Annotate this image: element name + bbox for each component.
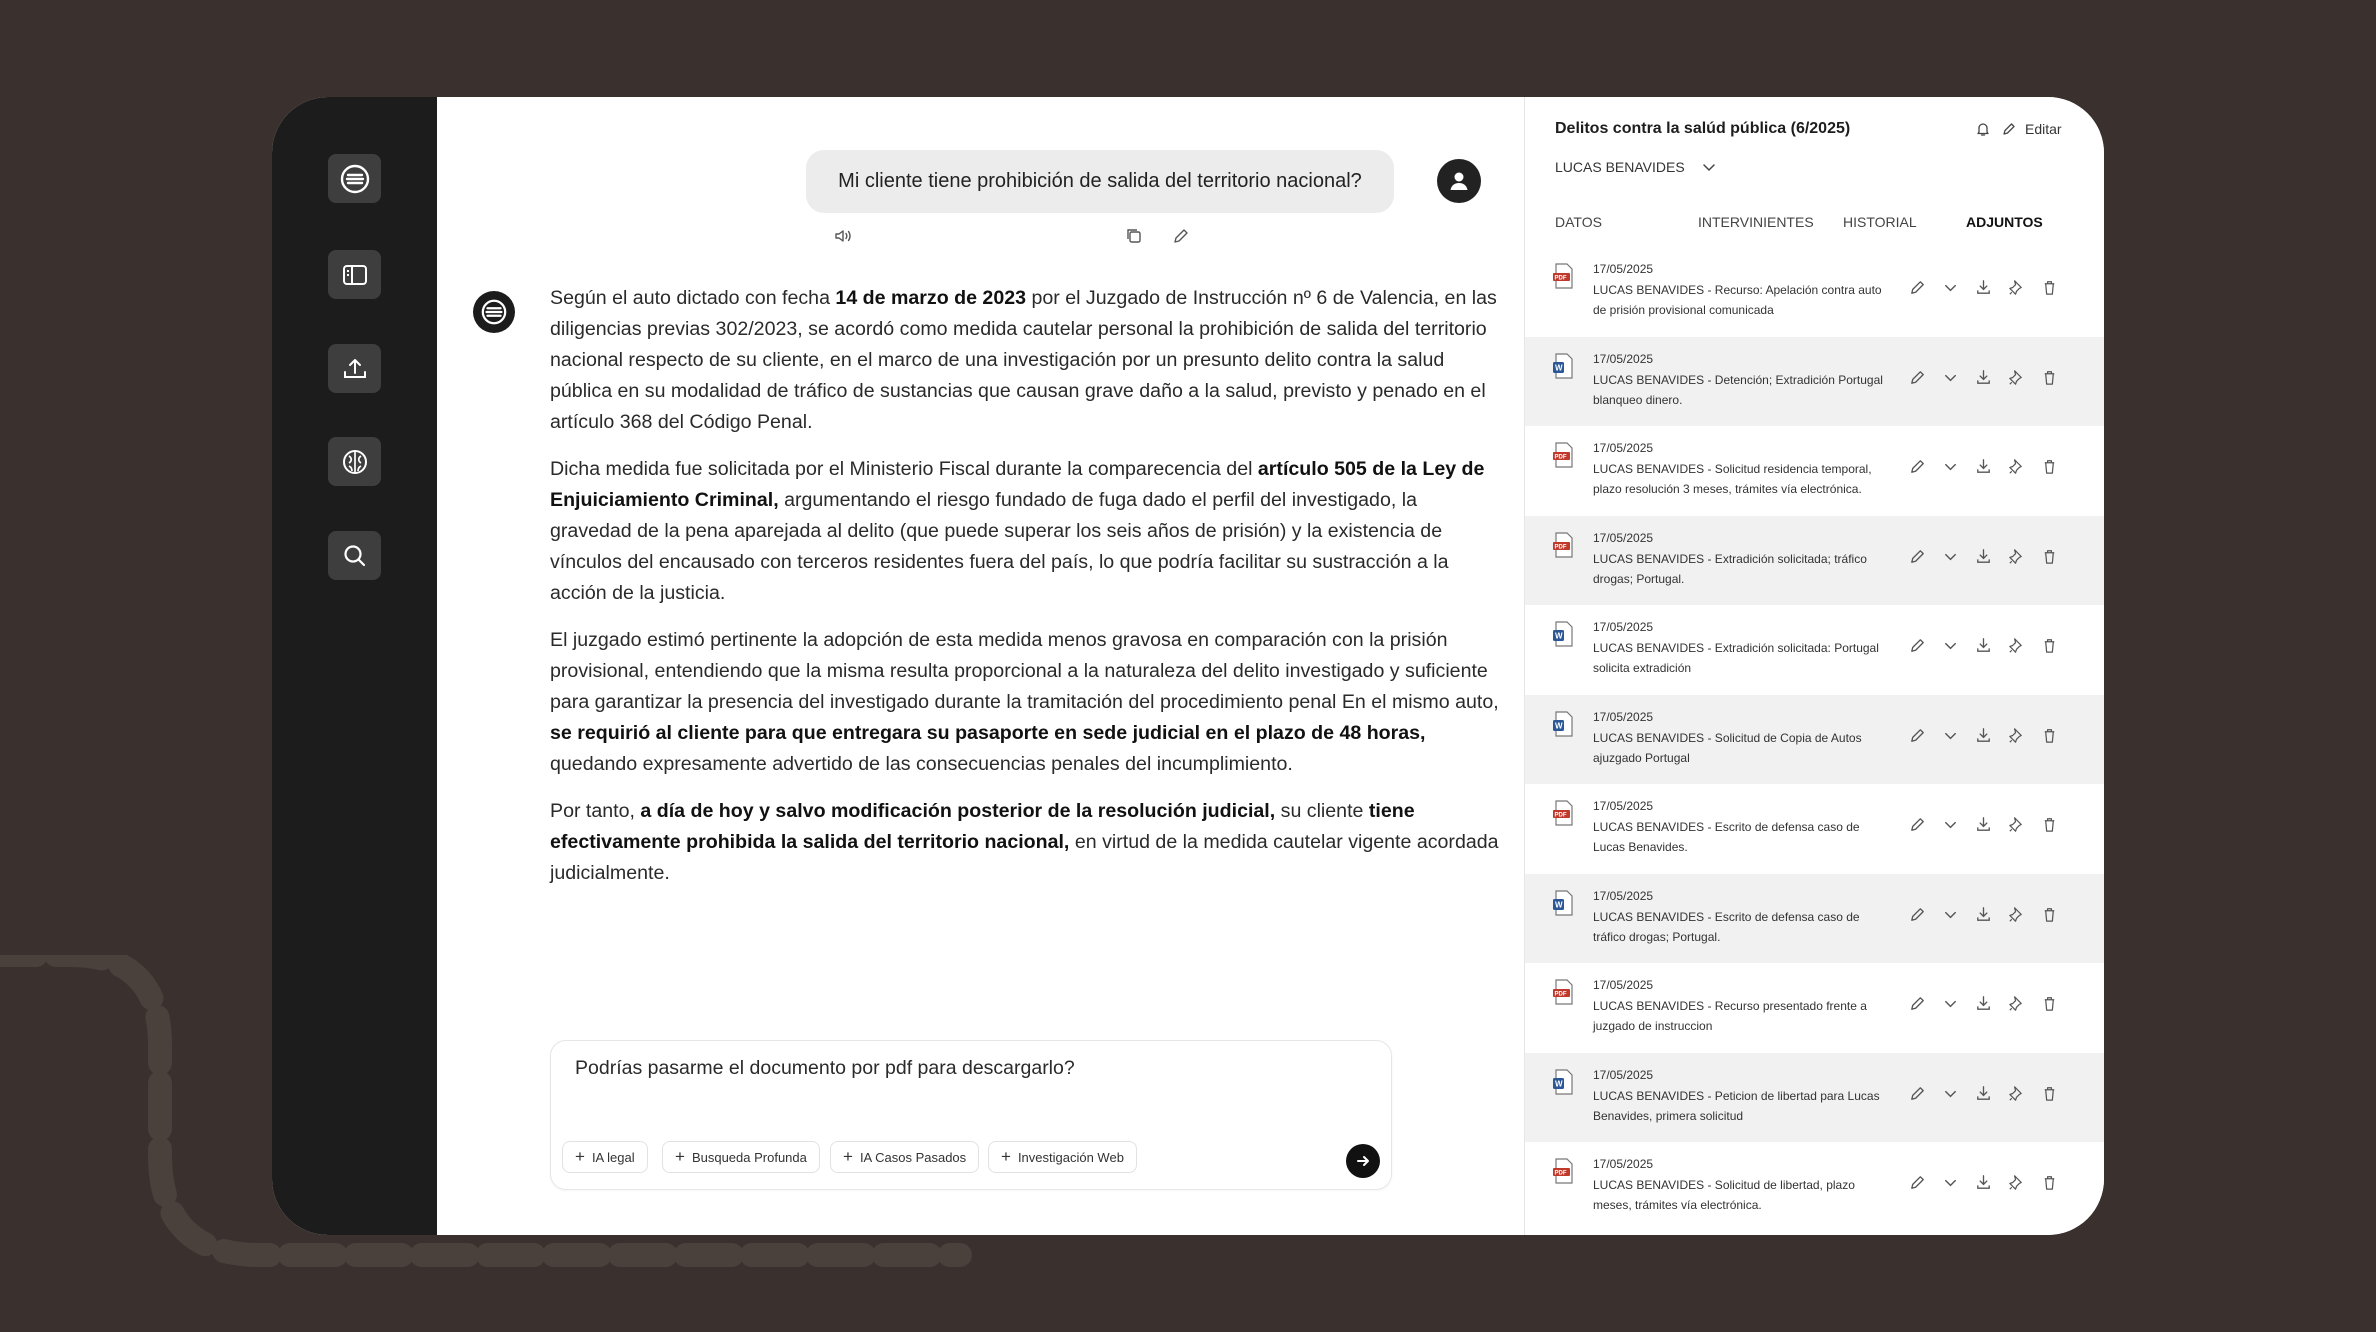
pdf-file-icon <box>1552 979 1576 1005</box>
brain-icon <box>340 447 370 477</box>
pdf-file-icon-wrap <box>1552 263 1576 294</box>
assistant-avatar <box>473 291 515 333</box>
attachment-row[interactable] <box>1525 695 2104 784</box>
pin-attachment-button[interactable] <box>2006 725 2027 746</box>
pin-attachment-button[interactable] <box>2006 456 2027 477</box>
chip-ia-casos-pasados[interactable] <box>830 1141 979 1173</box>
svg-text:PDF: PDF <box>1554 812 1567 819</box>
chevron-down-icon <box>1941 636 1960 655</box>
pdf-file-icon <box>1552 442 1576 468</box>
answer-text: Por tanto, <box>550 800 641 822</box>
attachment-row[interactable] <box>1525 874 2104 963</box>
expand-attachment-button[interactable] <box>1940 367 1961 388</box>
chevron-down-icon <box>1941 278 1960 297</box>
chevron-down-icon <box>1941 1084 1960 1103</box>
download-icon <box>1974 815 1993 834</box>
attachment-description: LUCAS BENAVIDES - Detención; Extradición Portugal blanqueo dinero. <box>1593 372 1883 407</box>
pin-icon <box>2007 1084 2026 1103</box>
pin-icon <box>2007 905 2026 924</box>
pencil-icon <box>1908 636 1927 655</box>
case-panel <box>1525 97 2104 1235</box>
pin-icon <box>2007 278 2026 297</box>
pdf-file-icon-wrap <box>1552 442 1576 473</box>
trash-icon <box>2040 1173 2059 1192</box>
download-attachment-button[interactable] <box>1973 1083 1994 1104</box>
trash-icon <box>2040 547 2059 566</box>
word-file-icon <box>1552 353 1576 379</box>
edit-label: Editar <box>2025 121 2062 137</box>
case-actions <box>1975 121 2062 137</box>
arrow-right-icon <box>1355 1153 1371 1169</box>
chevron-down-icon <box>1941 368 1960 387</box>
attachment-actions <box>1907 546 2060 567</box>
answer-bold-text: tiene efectivamente prohibida la salida del territorio nacional, <box>550 800 1415 853</box>
attachment-row[interactable] <box>1525 1142 2104 1231</box>
pin-icon <box>2007 994 2026 1013</box>
attachment-row[interactable] <box>1525 963 2104 1052</box>
attachment-actions <box>1907 1083 2060 1104</box>
attachment-actions <box>1907 725 2060 746</box>
answer-paragraph <box>550 796 1500 889</box>
tab-intervinientes[interactable]: INTERVINIENTES <box>1698 214 1814 230</box>
attachment-actions <box>1907 1172 2060 1193</box>
edit-attachment-button[interactable] <box>1907 725 1928 746</box>
word-file-icon-wrap <box>1552 621 1576 652</box>
answer-bold-text: 14 de marzo de 2023 <box>835 287 1027 309</box>
attachment-description: LUCAS BENAVIDES - Recurso presentado frente a juzgado de instruccion <box>1593 999 1867 1033</box>
svg-text:PDF: PDF <box>1554 1170 1567 1177</box>
edit-attachment-button[interactable] <box>1907 1083 1928 1104</box>
svg-text:W: W <box>1555 900 1563 909</box>
chip-busqueda-profunda[interactable] <box>662 1141 820 1173</box>
expand-attachment-button[interactable] <box>1940 993 1961 1014</box>
delete-attachment-button[interactable] <box>2039 456 2060 477</box>
upload-button[interactable] <box>328 344 381 393</box>
answer-bold-text: a día de hoy y salvo modificación posterior de la resolución judicial, <box>640 800 1276 822</box>
download-attachment-button[interactable] <box>1973 814 1994 835</box>
attachment-date: 17/05/2025 <box>1593 799 1654 813</box>
delete-attachment-button[interactable] <box>2039 367 2060 388</box>
pin-icon <box>2007 368 2026 387</box>
attachment-description: LUCAS BENAVIDES - Recurso: Apelación contra auto de prisión provisional comunicada <box>1593 283 1882 317</box>
chip-label: IA legal <box>591 1149 635 1165</box>
attachment-row[interactable] <box>1525 1053 2104 1142</box>
attachment-row[interactable] <box>1525 247 2104 336</box>
attachment-date: 17/05/2025 <box>1593 530 1654 545</box>
trash-icon <box>2040 368 2059 387</box>
pdf-file-icon <box>1552 1158 1576 1184</box>
expand-attachment-button[interactable] <box>1940 546 1961 567</box>
attachment-actions <box>1907 814 2060 835</box>
plus-icon: + <box>675 1147 685 1166</box>
delete-attachment-button[interactable] <box>2039 725 2060 746</box>
speaker-icon <box>833 226 853 246</box>
attachment-date: 17/05/2025 <box>1593 441 1654 455</box>
chat-area <box>437 97 1525 1235</box>
answer-text: por el Juzgado de Instrucción nº 6 de Valencia, en las diligencias previas 302/2023, se acordó como medida cautelar personal la prohibición de salida del territorio nacional respecto de su cliente, en el marco de una investigación por un presunto delito contra la salud pública en su modalidad de tráfico de sustancias que causan grave daño a la salud, previsto y penado en el artículo 368 del Código Penal. <box>550 287 1497 433</box>
chevron-down-icon <box>1941 1173 1960 1192</box>
trash-icon <box>2040 278 2059 297</box>
case-title: Delitos contra la salúd pública (6/2025) <box>1555 120 1851 137</box>
sidebar <box>272 97 437 1235</box>
download-icon <box>1974 726 1993 745</box>
edit-message-button[interactable] <box>1170 225 1192 247</box>
word-file-icon <box>1552 711 1576 737</box>
expand-attachment-button[interactable] <box>1940 1172 1961 1193</box>
attachment-actions <box>1907 635 2060 656</box>
download-attachment-button[interactable] <box>1973 367 1994 388</box>
pdf-file-icon <box>1552 800 1576 826</box>
expand-attachment-button[interactable] <box>1940 635 1961 656</box>
pencil-icon <box>1908 726 1927 745</box>
expand-attachment-button[interactable] <box>1940 725 1961 746</box>
expand-attachment-button[interactable] <box>1940 456 1961 477</box>
attachment-row[interactable] <box>1525 426 2104 515</box>
svg-text:W: W <box>1555 1079 1563 1088</box>
attachment-description: LUCAS BENAVIDES - Solicitud residencia temporal, plazo resolución 3 meses, trámites vía electrónica. <box>1593 462 1872 496</box>
attachment-description: LUCAS BENAVIDES - Extradición solicitada; tráfico drogas; Portugal. <box>1593 551 1867 586</box>
svg-text:PDF: PDF <box>1554 544 1567 550</box>
attachment-date: 17/05/2025 <box>1593 888 1654 903</box>
edit-attachment-button[interactable] <box>1907 635 1928 656</box>
download-icon <box>1974 547 1993 566</box>
pencil-icon <box>1908 278 1927 297</box>
attachment-date: 17/05/2025 <box>1593 620 1654 634</box>
attachment-description: LUCAS BENAVIDES - Extradición solicitada: Portugal solicita extradición <box>1593 641 1879 675</box>
pencil-icon <box>1908 1084 1927 1103</box>
read-aloud-button[interactable] <box>832 225 854 247</box>
delete-attachment-button[interactable] <box>2039 546 2060 567</box>
search-button[interactable] <box>328 531 381 580</box>
answer-paragraph <box>550 283 1500 438</box>
user-avatar[interactable] <box>1437 159 1481 203</box>
download-attachment-button[interactable] <box>1973 635 1994 656</box>
pdf-file-icon-wrap <box>1552 800 1576 831</box>
pencil-icon <box>1908 905 1927 924</box>
pencil-icon <box>1908 368 1927 387</box>
answer-text: El juzgado estimó pertinente la adopción de esta medida menos gravosa en comparación con la prisión provisional, entendiendo que la misma resulta proporcional a la naturaleza del delito investigado y suficiente para garantizar la presencia del investigado durante la tramitación del procedimiento penal En el mismo auto, <box>550 629 1499 713</box>
svg-text:W: W <box>1555 363 1563 372</box>
edit-attachment-button[interactable] <box>1907 1172 1928 1193</box>
pin-attachment-button[interactable] <box>2006 367 2027 388</box>
svg-text:W: W <box>1555 721 1563 730</box>
trash-icon <box>2040 994 2059 1013</box>
app-window <box>272 97 2104 1235</box>
pin-attachment-button[interactable] <box>2006 1172 2027 1193</box>
answer-paragraph <box>550 625 1500 780</box>
client-selector[interactable] <box>1555 159 1717 175</box>
pdf-file-icon-wrap <box>1552 1158 1576 1189</box>
attachment-row[interactable] <box>1525 605 2104 694</box>
pdf-file-icon-wrap <box>1552 532 1576 563</box>
word-file-icon <box>1552 1069 1576 1095</box>
edit-attachment-button[interactable] <box>1907 367 1928 388</box>
trash-icon <box>2040 636 2059 655</box>
delete-attachment-button[interactable] <box>2039 904 2060 925</box>
edit-attachment-button[interactable] <box>1907 814 1928 835</box>
attachment-actions <box>1907 277 2060 298</box>
edit-attachment-button[interactable] <box>1907 277 1928 298</box>
edit-attachment-button[interactable] <box>1907 904 1928 925</box>
word-file-icon-wrap <box>1552 890 1576 921</box>
chevron-down-icon <box>1941 726 1960 745</box>
logo-icon <box>340 164 370 194</box>
pencil-icon <box>1908 457 1927 476</box>
pin-icon <box>2007 815 2026 834</box>
tab-adjuntos[interactable]: ADJUNTOS <box>1966 214 2043 230</box>
edit-attachment-button[interactable] <box>1907 546 1928 567</box>
attachment-description: LUCAS BENAVIDES - Escrito de defensa caso de tráfico drogas; Portugal. <box>1593 909 1860 944</box>
pin-attachment-button[interactable] <box>2006 635 2027 656</box>
pin-attachment-button[interactable] <box>2006 546 2027 567</box>
message-composer <box>550 1040 1392 1190</box>
word-file-icon-wrap <box>1552 353 1576 384</box>
plus-icon: + <box>843 1147 853 1166</box>
answer-bold-text: se requirió al cliente para que entregara su pasaporte en sede judicial en el plazo de 48 horas, <box>550 722 1426 744</box>
attachment-row[interactable] <box>1525 516 2104 605</box>
download-attachment-button[interactable] <box>1973 993 1994 1014</box>
pin-icon <box>2007 636 2026 655</box>
bell-button[interactable] <box>1975 121 1991 137</box>
attachment-actions <box>1907 456 2060 477</box>
svg-text:PDF: PDF <box>1554 991 1567 998</box>
download-icon <box>1974 368 1993 387</box>
user-message-bubble <box>806 150 1394 213</box>
chip-investigacion-web[interactable] <box>988 1141 1137 1173</box>
tab-historial[interactable]: HISTORIAL <box>1843 214 1917 230</box>
answer-text: argumentando el riesgo fundado de fuga dado el perfil del investigado, la gravedad de la pena aparejada al delito (que puede superar los seis años de prisión) y la existencia de vínculos del encausado con terceros residentes fuera del país, lo que podría facilitar su sustracción a la acción de la justicia. <box>550 489 1449 604</box>
download-attachment-button[interactable] <box>1973 277 1994 298</box>
logo-button[interactable] <box>328 154 381 203</box>
pencil-icon <box>2001 121 2017 137</box>
plus-icon: + <box>575 1147 585 1166</box>
pdf-file-icon <box>1552 263 1576 289</box>
tab-datos[interactable]: DATOS <box>1555 214 1602 230</box>
attachment-description: LUCAS BENAVIDES - Solicitud de libertad, plazo meses, trámites vía electrónica. <box>1593 1178 1855 1212</box>
pin-attachment-button[interactable] <box>2006 1083 2027 1104</box>
delete-attachment-button[interactable] <box>2039 277 2060 298</box>
download-icon <box>1974 636 1993 655</box>
attachment-date: 17/05/2025 <box>1593 709 1654 724</box>
chevron-down-icon <box>1941 905 1960 924</box>
logo-icon <box>480 298 508 326</box>
delete-attachment-button[interactable] <box>2039 1172 2060 1193</box>
download-attachment-button[interactable] <box>1973 546 1994 567</box>
edit-attachment-button[interactable] <box>1907 456 1928 477</box>
answer-text: en virtud de la medida cautelar vigente acordada judicialmente. <box>550 831 1499 884</box>
pdf-file-icon-wrap <box>1552 979 1576 1010</box>
download-icon <box>1974 457 1993 476</box>
plus-icon: + <box>1001 1147 1011 1166</box>
chip-label: IA Casos Pasados <box>859 1149 967 1165</box>
attachment-date: 17/05/2025 <box>1593 1157 1654 1171</box>
attachment-date: 17/05/2025 <box>1593 351 1654 366</box>
download-attachment-button[interactable] <box>1973 456 1994 477</box>
chevron-down-icon <box>1941 547 1960 566</box>
sidebar-toggle-icon <box>341 261 369 289</box>
assistant-answer <box>550 283 1500 905</box>
delete-attachment-button[interactable] <box>2039 635 2060 656</box>
pdf-file-icon <box>1552 532 1576 558</box>
pencil-icon <box>1908 547 1927 566</box>
message-input[interactable] <box>575 1057 1335 1080</box>
chip-label: Investigación Web <box>1017 1149 1124 1165</box>
copy-icon <box>1124 226 1144 246</box>
answer-text: Según el auto dictado con fecha <box>550 287 836 309</box>
pin-icon <box>2007 1173 2026 1192</box>
copy-button[interactable] <box>1123 225 1145 247</box>
chevron-down-icon <box>1941 457 1960 476</box>
trash-icon <box>2040 815 2059 834</box>
user-message-text: Mi cliente tiene prohibición de salida del territorio nacional? <box>838 170 1362 192</box>
svg-text:W: W <box>1555 631 1563 641</box>
pencil-icon <box>1908 815 1927 834</box>
pin-attachment-button[interactable] <box>2006 993 2027 1014</box>
attachment-date: 17/05/2025 <box>1593 1067 1654 1082</box>
word-file-icon <box>1552 890 1576 916</box>
chip-ia-legal[interactable] <box>562 1141 648 1173</box>
trash-icon <box>2040 457 2059 476</box>
download-attachment-button[interactable] <box>1973 1172 1994 1193</box>
pin-attachment-button[interactable] <box>2006 814 2027 835</box>
download-attachment-button[interactable] <box>1973 725 1994 746</box>
attachment-date: 17/05/2025 <box>1593 978 1654 992</box>
chip-label: Busqueda Profunda <box>691 1149 807 1165</box>
pencil-icon <box>1908 994 1927 1013</box>
answer-text: Dicha medida fue solicitada por el Ministerio Fiscal durante la comparecencia del <box>550 458 1258 480</box>
attachment-date: 17/05/2025 <box>1593 262 1654 276</box>
chevron-down-icon <box>1941 994 1960 1013</box>
client-name: LUCAS BENAVIDES <box>1555 159 1685 175</box>
pencil-icon <box>1908 1173 1927 1192</box>
brain-button[interactable] <box>328 437 381 486</box>
bell-icon <box>1975 121 1991 137</box>
delete-attachment-button[interactable] <box>2039 814 2060 835</box>
attachment-description: LUCAS BENAVIDES - Peticion de libertad para Lucas Benavides, primera solicitud <box>1593 1088 1880 1123</box>
answer-text: quedando expresamente advertido de las consecuencias penales del incumplimiento. <box>550 753 1293 775</box>
word-file-icon-wrap <box>1552 1069 1576 1100</box>
attachment-description: LUCAS BENAVIDES - Escrito de defensa caso de Lucas Benavides. <box>1593 820 1860 854</box>
delete-attachment-button[interactable] <box>2039 1083 2060 1104</box>
word-file-icon-wrap <box>1552 711 1576 742</box>
search-icon <box>342 543 368 569</box>
chevron-down-icon <box>1941 815 1960 834</box>
answer-text: su cliente <box>1275 800 1369 822</box>
download-icon <box>1974 1173 1993 1192</box>
pin-icon <box>2007 457 2026 476</box>
pencil-icon <box>1171 226 1191 246</box>
download-attachment-button[interactable] <box>1973 904 1994 925</box>
expand-attachment-button[interactable] <box>1940 277 1961 298</box>
trash-icon <box>2040 905 2059 924</box>
expand-attachment-button[interactable] <box>1940 814 1961 835</box>
chevron-down-icon <box>1701 159 1717 175</box>
edit-case-button[interactable] <box>2001 121 2062 137</box>
download-icon <box>1974 905 1993 924</box>
trash-icon <box>2040 726 2059 745</box>
answer-bold-text: artículo 505 de la Ley de Enjuiciamiento Criminal, <box>550 458 1485 511</box>
attachment-actions <box>1907 904 2060 925</box>
expand-attachment-button[interactable] <box>1940 1083 1961 1104</box>
pin-icon <box>2007 726 2026 745</box>
attachment-actions <box>1907 367 2060 388</box>
attachment-row[interactable] <box>1525 784 2104 873</box>
send-button[interactable] <box>1346 1144 1380 1178</box>
trash-icon <box>2040 1084 2059 1103</box>
svg-text:PDF: PDF <box>1554 275 1567 282</box>
attachment-row[interactable] <box>1525 337 2104 426</box>
attachment-actions <box>1907 993 2060 1014</box>
expand-attachment-button[interactable] <box>1940 904 1961 925</box>
pin-icon <box>2007 547 2026 566</box>
answer-paragraph <box>550 454 1500 609</box>
word-file-icon <box>1552 621 1576 647</box>
upload-icon <box>341 355 369 383</box>
sidebar-toggle-button[interactable] <box>328 250 381 299</box>
user-icon <box>1447 169 1471 193</box>
download-icon <box>1974 278 1993 297</box>
pin-attachment-button[interactable] <box>2006 277 2027 298</box>
svg-text:PDF: PDF <box>1554 454 1567 461</box>
pin-attachment-button[interactable] <box>2006 904 2027 925</box>
edit-attachment-button[interactable] <box>1907 993 1928 1014</box>
download-icon <box>1974 994 1993 1013</box>
delete-attachment-button[interactable] <box>2039 993 2060 1014</box>
download-icon <box>1974 1084 1993 1103</box>
attachment-description: LUCAS BENAVIDES - Solicitud de Copia de Autos ajuzgado Portugal <box>1593 730 1862 765</box>
